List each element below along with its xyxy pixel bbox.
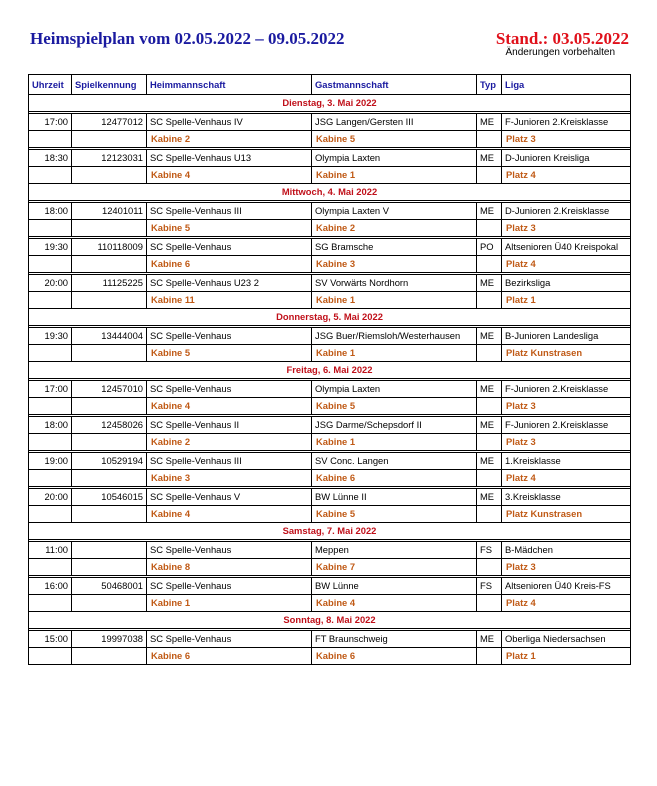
pitch: Platz Kunstrasen <box>502 506 631 523</box>
cabin-row <box>29 559 631 576</box>
guest-team: Olympia Laxten <box>312 381 477 398</box>
game-code: 12458026 <box>72 417 147 434</box>
game-code: 12457010 <box>72 381 147 398</box>
day-row <box>29 362 631 379</box>
league: F-Junioren 2.Kreisklasse <box>502 417 631 434</box>
empty-cell <box>72 398 147 415</box>
empty-cell <box>477 256 502 273</box>
empty-cell <box>72 648 147 665</box>
game-row <box>29 417 631 434</box>
day-label: Sonntag, 8. Mai 2022 <box>29 612 631 629</box>
col-header-code: Spielkennung <box>72 75 147 95</box>
empty-cell <box>29 434 72 451</box>
game-time: 20:00 <box>29 489 72 506</box>
league: F-Junioren 2.Kreisklasse <box>502 114 631 131</box>
game-code: 10546015 <box>72 489 147 506</box>
empty-cell <box>72 167 147 184</box>
game-code: 12123031 <box>72 150 147 167</box>
col-header-time: Uhrzeit <box>29 75 72 95</box>
game-row <box>29 203 631 220</box>
guest-team: Olympia Laxten V <box>312 203 477 220</box>
guest-cabin: Kabine 3 <box>312 256 477 273</box>
game-row <box>29 489 631 506</box>
game-time: 18:00 <box>29 417 72 434</box>
cabin-row <box>29 648 631 665</box>
league: Altsenioren Ü40 Kreispokal <box>502 239 631 256</box>
game-row <box>29 150 631 167</box>
game-code: 13444004 <box>72 328 147 345</box>
home-team: SC Spelle-Venhaus <box>147 381 312 398</box>
league: 3.Kreisklasse <box>502 489 631 506</box>
pitch: Platz Kunstrasen <box>502 345 631 362</box>
game-time: 11:00 <box>29 542 72 559</box>
cabin-row <box>29 470 631 487</box>
league: Bezirksliga <box>502 275 631 292</box>
empty-cell <box>29 220 72 237</box>
guest-cabin: Kabine 1 <box>312 345 477 362</box>
guest-team: SG Bramsche <box>312 239 477 256</box>
day-row <box>29 523 631 540</box>
game-time: 19:30 <box>29 239 72 256</box>
day-label: Donnerstag, 5. Mai 2022 <box>29 309 631 326</box>
home-team: SC Spelle-Venhaus <box>147 542 312 559</box>
empty-cell <box>72 220 147 237</box>
guest-cabin: Kabine 1 <box>312 292 477 309</box>
game-row <box>29 239 631 256</box>
game-time: 18:30 <box>29 150 72 167</box>
guest-cabin: Kabine 4 <box>312 595 477 612</box>
home-cabin: Kabine 5 <box>147 345 312 362</box>
guest-team: BW Lünne <box>312 578 477 595</box>
cabin-row <box>29 220 631 237</box>
day-label: Mittwoch, 4. Mai 2022 <box>29 184 631 201</box>
empty-cell <box>29 470 72 487</box>
league: B-Junioren Landesliga <box>502 328 631 345</box>
game-type: FS <box>477 578 502 595</box>
page-title: Heimspielplan vom 02.05.2022 – 09.05.2022 <box>30 29 345 48</box>
guest-cabin: Kabine 1 <box>312 434 477 451</box>
game-code: 12401011 <box>72 203 147 220</box>
home-team: SC Spelle-Venhaus <box>147 328 312 345</box>
day-row <box>29 309 631 326</box>
league: F-Junioren 2.Kreisklasse <box>502 381 631 398</box>
empty-cell <box>29 398 72 415</box>
game-row <box>29 453 631 470</box>
empty-cell <box>72 559 147 576</box>
empty-cell <box>477 470 502 487</box>
home-cabin: Kabine 4 <box>147 167 312 184</box>
game-time: 19:30 <box>29 328 72 345</box>
pitch: Platz 1 <box>502 292 631 309</box>
empty-cell <box>29 256 72 273</box>
home-team: SC Spelle-Venhaus U23 2 <box>147 275 312 292</box>
game-code <box>72 542 147 559</box>
game-row <box>29 381 631 398</box>
pitch: Platz 3 <box>502 131 631 148</box>
schedule-body <box>29 95 631 665</box>
col-header-type: Typ <box>477 75 502 95</box>
empty-cell <box>477 292 502 309</box>
guest-cabin: Kabine 6 <box>312 648 477 665</box>
game-time: 16:00 <box>29 578 72 595</box>
empty-cell <box>477 434 502 451</box>
pitch: Platz 3 <box>502 434 631 451</box>
day-label: Freitag, 6. Mai 2022 <box>29 362 631 379</box>
day-row <box>29 184 631 201</box>
empty-cell <box>72 506 147 523</box>
league: D-Junioren 2.Kreisklasse <box>502 203 631 220</box>
game-type: ME <box>477 381 502 398</box>
league: D-Junioren Kreisliga <box>502 150 631 167</box>
empty-cell <box>72 345 147 362</box>
game-type: ME <box>477 631 502 648</box>
home-cabin: Kabine 1 <box>147 595 312 612</box>
home-team: SC Spelle-Venhaus V <box>147 489 312 506</box>
cabin-row <box>29 595 631 612</box>
game-code: 11125225 <box>72 275 147 292</box>
game-code: 10529194 <box>72 453 147 470</box>
game-time: 20:00 <box>29 275 72 292</box>
guest-cabin: Kabine 1 <box>312 167 477 184</box>
empty-cell <box>29 559 72 576</box>
cabin-row <box>29 256 631 273</box>
guest-team: JSG Darme/Schepsdorf II <box>312 417 477 434</box>
home-team: SC Spelle-Venhaus IV <box>147 114 312 131</box>
pitch: Platz 1 <box>502 648 631 665</box>
game-time: 19:00 <box>29 453 72 470</box>
game-row <box>29 578 631 595</box>
header-row <box>29 75 631 95</box>
stand-date: Stand.: 03.05.2022 <box>495 29 629 48</box>
empty-cell <box>29 648 72 665</box>
empty-cell <box>29 506 72 523</box>
game-type: ME <box>477 417 502 434</box>
guest-cabin: Kabine 2 <box>312 220 477 237</box>
guest-team: SV Vorwärts Nordhorn <box>312 275 477 292</box>
empty-cell <box>477 398 502 415</box>
game-type: ME <box>477 203 502 220</box>
guest-cabin: Kabine 5 <box>312 131 477 148</box>
home-cabin: Kabine 4 <box>147 398 312 415</box>
empty-cell <box>477 648 502 665</box>
home-cabin: Kabine 3 <box>147 470 312 487</box>
league: B-Mädchen <box>502 542 631 559</box>
home-cabin: Kabine 8 <box>147 559 312 576</box>
cabin-row <box>29 345 631 362</box>
empty-cell <box>72 292 147 309</box>
game-type: ME <box>477 275 502 292</box>
pitch: Platz 3 <box>502 559 631 576</box>
game-type: ME <box>477 489 502 506</box>
home-cabin: Kabine 6 <box>147 256 312 273</box>
league: Oberliga Niedersachsen <box>502 631 631 648</box>
game-code: 19997038 <box>72 631 147 648</box>
home-cabin: Kabine 2 <box>147 131 312 148</box>
pitch: Platz 4 <box>502 595 631 612</box>
day-label: Samstag, 7. Mai 2022 <box>29 523 631 540</box>
empty-cell <box>29 167 72 184</box>
league: Altsenioren Ü40 Kreis-FS <box>502 578 631 595</box>
cabin-row <box>29 398 631 415</box>
game-row <box>29 275 631 292</box>
game-type: PO <box>477 239 502 256</box>
game-row <box>29 114 631 131</box>
game-code: 12477012 <box>72 114 147 131</box>
home-team: SC Spelle-Venhaus II <box>147 417 312 434</box>
cabin-row <box>29 131 631 148</box>
pitch: Platz 4 <box>502 470 631 487</box>
game-code: 50468001 <box>72 578 147 595</box>
empty-cell <box>477 595 502 612</box>
game-type: ME <box>477 150 502 167</box>
home-team: SC Spelle-Venhaus III <box>147 203 312 220</box>
pitch: Platz 3 <box>502 220 631 237</box>
home-team: SC Spelle-Venhaus <box>147 631 312 648</box>
game-row <box>29 542 631 559</box>
empty-cell <box>477 506 502 523</box>
empty-cell <box>29 131 72 148</box>
home-cabin: Kabine 6 <box>147 648 312 665</box>
pitch: Platz 4 <box>502 167 631 184</box>
game-time: 17:00 <box>29 381 72 398</box>
pitch: Platz 4 <box>502 256 631 273</box>
empty-cell <box>72 131 147 148</box>
cabin-row <box>29 167 631 184</box>
empty-cell <box>72 470 147 487</box>
empty-cell <box>477 345 502 362</box>
game-type: ME <box>477 328 502 345</box>
guest-cabin: Kabine 6 <box>312 470 477 487</box>
home-cabin: Kabine 11 <box>147 292 312 309</box>
guest-cabin: Kabine 7 <box>312 559 477 576</box>
day-label: Dienstag, 3. Mai 2022 <box>29 95 631 112</box>
home-team: SC Spelle-Venhaus U13 <box>147 150 312 167</box>
guest-team: Olympia Laxten <box>312 150 477 167</box>
empty-cell <box>477 167 502 184</box>
empty-cell <box>29 595 72 612</box>
col-header-guest: Gastmannschaft <box>312 75 477 95</box>
guest-team: BW Lünne II <box>312 489 477 506</box>
changes-note: Änderungen vorbehalten <box>505 47 615 58</box>
home-team: SC Spelle-Venhaus <box>147 578 312 595</box>
guest-team: JSG Langen/Gersten III <box>312 114 477 131</box>
game-time: 18:00 <box>29 203 72 220</box>
guest-cabin: Kabine 5 <box>312 506 477 523</box>
guest-team: SV Conc. Langen <box>312 453 477 470</box>
game-row <box>29 328 631 345</box>
home-team: SC Spelle-Venhaus <box>147 239 312 256</box>
home-cabin: Kabine 5 <box>147 220 312 237</box>
home-team: SC Spelle-Venhaus III <box>147 453 312 470</box>
empty-cell <box>29 292 72 309</box>
guest-team: JSG Buer/Riemsloh/Westerhausen <box>312 328 477 345</box>
empty-cell <box>72 256 147 273</box>
pitch: Platz 3 <box>502 398 631 415</box>
game-row <box>29 631 631 648</box>
home-cabin: Kabine 2 <box>147 434 312 451</box>
guest-team: Meppen <box>312 542 477 559</box>
guest-cabin: Kabine 5 <box>312 398 477 415</box>
cabin-row <box>29 292 631 309</box>
schedule-table <box>28 74 631 665</box>
empty-cell <box>477 559 502 576</box>
league: 1.Kreisklasse <box>502 453 631 470</box>
game-type: ME <box>477 453 502 470</box>
day-row <box>29 95 631 112</box>
game-code: 110118009 <box>72 239 147 256</box>
guest-team: FT Braunschweig <box>312 631 477 648</box>
empty-cell <box>29 345 72 362</box>
day-row <box>29 612 631 629</box>
empty-cell <box>477 131 502 148</box>
empty-cell <box>72 595 147 612</box>
game-type: ME <box>477 114 502 131</box>
game-time: 17:00 <box>29 114 72 131</box>
game-time: 15:00 <box>29 631 72 648</box>
cabin-row <box>29 434 631 451</box>
empty-cell <box>72 434 147 451</box>
cabin-row <box>29 506 631 523</box>
empty-cell <box>477 220 502 237</box>
home-cabin: Kabine 4 <box>147 506 312 523</box>
game-type: FS <box>477 542 502 559</box>
col-header-league: Liga <box>502 75 631 95</box>
col-header-home: Heimmannschaft <box>147 75 312 95</box>
